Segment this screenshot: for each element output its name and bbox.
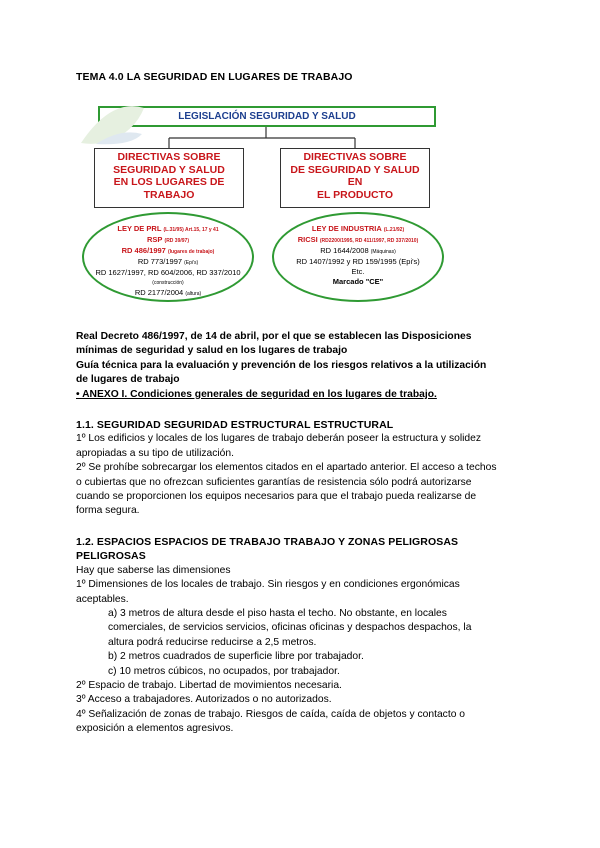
page-title: TEMA 4.0 LA SEGURIDAD EN LUGARES DE TRABAJO <box>76 71 353 83</box>
directive-workplace-box: DIRECTIVAS SOBRE SEGURIDAD Y SALUD EN LOS LUGARES DE TRABAJO <box>94 148 244 208</box>
product-laws-ellipse: LEY DE INDUSTRIA (L.21/92) RICSI (RD2200/1995, RD 411/1997, RD 337/2010) RD 1644/2008 (Máquinas) RD 1407/1992 y RD 159/1995 (Epi's) Etc. Marcado "CE" <box>272 212 444 302</box>
section-heading: 1.1. SEGURIDAD SEGURIDAD ESTRUCTURAL ESTRUCTURAL <box>76 419 394 431</box>
workplace-laws-ellipse: LEY DE PRL (L.31/95) Art.15, 17 y 41 RSP (RD 39/97) RD 486/1997 (lugares de trabajo) RD 773/1997 (Epi's) RD 1627/1997, RD 604/2006, RD 337/2010 (construcción) RD 2177/2004 (altura) <box>82 212 254 302</box>
section-structural: 1.1. SEGURIDAD SEGURIDAD ESTRUCTURAL ESTRUCTURAL 1º Los edificios y locales de los lugares de trabajo deberán poseer la estructura y solidez apropiadas a su tipo de utilización. 2º Se prohíbe sobrecargar los elementos citados en el apartado anterior. El acceso a techos o cubiertas que no ofrezcan suficientes garantías de resistencia sólo podrá autorizarse cuando se proporcionen los equipos necesarios para que el trabajo pueda realizarse de forma segura. <box>76 419 497 517</box>
watermark-leaf-icon <box>76 98 146 148</box>
section-workspaces: 1.2. ESPACIOS ESPACIOS DE TRABAJO TRABAJO Y ZONAS PELIGROSAS PELIGROSAS Hay que saberse las dimensiones 1º Dimensiones de los locales de trabajo. Sin riesgos y en condiciones ergonómicas aceptables. a) 3 metros de altura desde el piso hasta el techo. No obstante, en locales comerciales, de servicios servicios, oficinas oficinas y despachos despachos, la altura podrá reducirse reducirse a 2,5 metros. b) 2 metros cuadrados de superficie libre por trabajador. c) 10 metros cúbicos, no ocupados, por trabajador. 2º Espacio de trabajo. Libertad de movimientos necesaria. 3º Acceso a trabajadores. Autorizados o no autorizados. 4º Señalización de zonas de trabajo. Riesgos de caída, caída de objetos y contacto o exposición a elementos agresivos. <box>76 536 472 735</box>
annex-link: • ANEXO I. Condiciones generales de seguridad en los lugares de trabajo. <box>76 388 437 400</box>
directive-product-box: DIRECTIVAS SOBRE DE SEGURIDAD Y SALUD EN EL PRODUCTO <box>280 148 430 208</box>
legislation-diagram <box>76 98 536 323</box>
legislation-box: LEGISLACIÓN SEGURIDAD Y SALUD <box>98 106 436 127</box>
section-heading: 1.2. ESPACIOS ESPACIOS DE TRABAJO TRABAJO Y ZONAS PELIGROSAS <box>76 536 459 548</box>
intro-block: Real Decreto 486/1997, de 14 de abril, por el que se establecen las Disposiciones mínimas de seguridad y salud en los lugares de trabajo Guía técnica para la evaluación y prevención de los riesgos relativos a la utilización de lugares de trabajo • ANEXO I. Condiciones generales de seguridad en los lugares de trabajo. <box>76 330 486 402</box>
